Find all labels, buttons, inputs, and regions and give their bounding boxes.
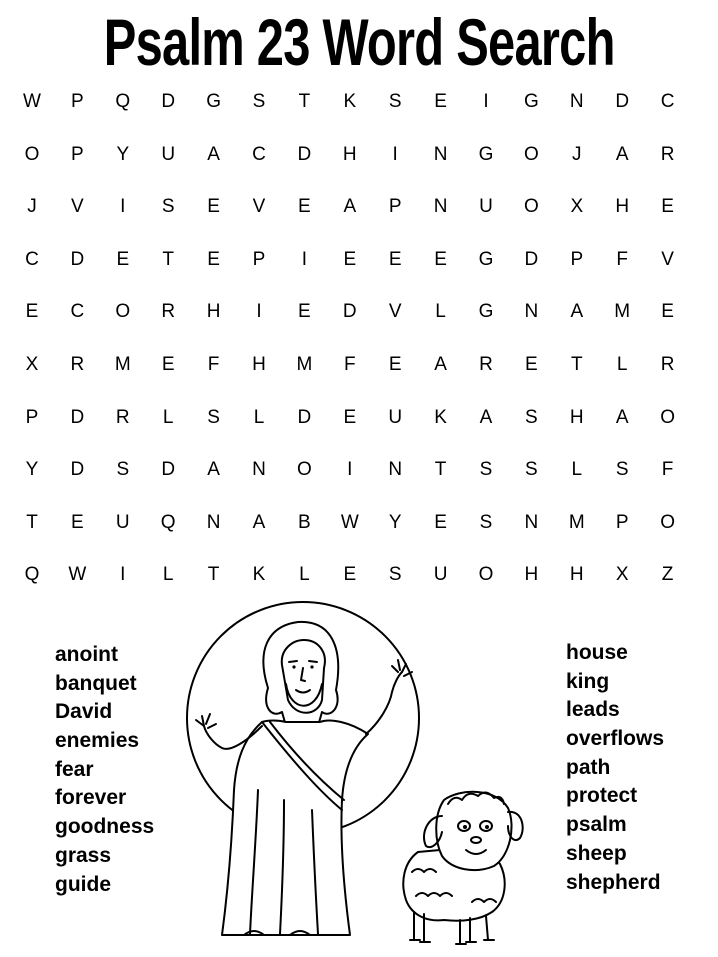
grid-letter: O	[478, 564, 494, 586]
grid-letter: Y	[116, 143, 130, 165]
word-list-right	[566, 639, 664, 897]
grid-letter: C	[660, 91, 675, 112]
grid-letter: T	[434, 459, 447, 481]
grid-letter: Y	[388, 511, 402, 533]
grid-letter: R	[660, 143, 675, 165]
grid-row	[12, 240, 712, 280]
grid-letter: V	[71, 196, 84, 218]
grid-letter: D	[342, 301, 357, 323]
grid-letter: E	[207, 196, 220, 218]
grid-letter: O	[297, 459, 312, 481]
grid-letter: I	[483, 91, 489, 112]
word-list-item: shepherd	[566, 870, 661, 894]
grid-letter: E	[388, 248, 402, 270]
grid-letter: E	[343, 406, 357, 428]
grid-letter: E	[434, 91, 447, 112]
word-list-item: house	[566, 641, 628, 664]
grid-letter: S	[479, 459, 493, 481]
grid-letter: Z	[661, 564, 674, 586]
word-list-item: sheep	[566, 841, 627, 865]
grid-letter: D	[70, 459, 85, 481]
grid-letter: H	[252, 354, 266, 375]
grid-letter: A	[434, 354, 447, 375]
grid-letter: E	[161, 354, 175, 375]
grid-letter: P	[71, 143, 84, 165]
grid-letter: E	[207, 248, 220, 270]
grid-letter: W	[23, 91, 41, 112]
grid-letter: V	[252, 196, 266, 218]
grid-letter: G	[524, 91, 539, 112]
word-list-left	[55, 641, 154, 899]
grid-row	[12, 345, 712, 385]
grid-letter: N	[206, 511, 221, 533]
word-list-item: David	[55, 700, 113, 724]
grid-letter: D	[615, 91, 630, 112]
grid-letter: N	[569, 91, 584, 112]
grid-letter: Q	[115, 91, 131, 112]
grid-letter: K	[343, 91, 357, 112]
grid-letter: E	[388, 354, 402, 375]
word-list-item: leads	[566, 698, 620, 722]
word-list-item: guide	[55, 872, 111, 896]
grid-letter: S	[388, 91, 402, 112]
grid-letter: C	[70, 301, 85, 323]
word-list-item: protect	[566, 784, 638, 808]
grid-letter: E	[661, 196, 674, 218]
grid-letter: L	[162, 564, 174, 586]
grid-letter: I	[120, 564, 126, 586]
grid-letter: P	[71, 91, 84, 112]
jesus-figure-icon	[196, 622, 412, 935]
grid-letter: O	[524, 196, 539, 218]
grid-letter: G	[206, 91, 221, 112]
grid-letter: M	[614, 301, 631, 323]
word-list-item: anoint	[55, 643, 118, 666]
grid-letter: E	[434, 511, 447, 533]
grid-letter: Q	[160, 511, 176, 533]
grid-letter: A	[479, 406, 493, 428]
grid-letter: N	[524, 511, 539, 533]
grid-letter: S	[252, 91, 266, 112]
grid-letter: F	[616, 248, 628, 270]
grid-letter: V	[388, 301, 402, 323]
grid-letter: A	[615, 406, 629, 428]
word-list-item: grass	[55, 843, 112, 867]
grid-letter: D	[297, 406, 312, 428]
grid-letter: L	[571, 459, 583, 481]
grid-row	[12, 555, 712, 595]
grid-letter: N	[433, 143, 448, 165]
page-title	[0, 0, 718, 84]
grid-letter: X	[615, 564, 629, 586]
grid-letter: L	[162, 406, 174, 428]
grid-letter: N	[524, 301, 539, 323]
grid-letter: S	[525, 459, 538, 481]
grid-letter: D	[161, 459, 176, 481]
grid-letter: U	[433, 564, 448, 586]
grid-letter: O	[24, 143, 40, 165]
grid-letter: U	[161, 143, 176, 165]
grid-letter: S	[116, 459, 130, 481]
grid-letter: O	[524, 143, 539, 165]
grid-letter: I	[120, 196, 126, 218]
grid-row	[12, 398, 712, 438]
grid-letter: O	[115, 301, 131, 323]
grid-letter: A	[207, 459, 220, 481]
grid-row	[12, 503, 712, 543]
grid-letter: C	[25, 248, 39, 270]
grid-letter: P	[570, 248, 584, 270]
grid-letter: D	[297, 143, 312, 165]
grid-letter: L	[253, 406, 265, 428]
grid-letter: E	[116, 248, 130, 270]
grid-letter: T	[26, 511, 38, 533]
grid-letter: X	[25, 354, 39, 375]
word-list-item: psalm	[566, 813, 627, 837]
grid-letter: W	[68, 564, 87, 586]
grid-letter: L	[616, 354, 628, 375]
grid-letter: P	[252, 248, 266, 270]
grid-letter: K	[434, 406, 447, 428]
grid-letter: T	[162, 248, 174, 270]
grid-letter: S	[525, 406, 538, 428]
grid-letter: H	[524, 564, 539, 586]
grid-letter: S	[161, 196, 175, 218]
grid-letter: H	[569, 564, 584, 586]
word-list-item: goodness	[55, 815, 155, 839]
word-list-item: fear	[55, 757, 94, 781]
grid-letter: J	[27, 196, 37, 218]
grid-letter: R	[161, 301, 176, 323]
grid-letter: M	[296, 354, 313, 375]
grid-letter: S	[479, 511, 493, 533]
grid-letter: A	[570, 301, 584, 323]
grid-letter: I	[347, 459, 353, 481]
word-list-item: overflows	[566, 727, 665, 751]
grid-letter: O	[660, 511, 675, 533]
grid-letter: T	[570, 354, 583, 375]
grid-letter: N	[388, 459, 403, 481]
grid-row	[12, 82, 712, 122]
grid-letter: A	[343, 196, 357, 218]
grid-letter: D	[161, 91, 176, 112]
grid-letter: Y	[25, 459, 39, 481]
halo-icon	[187, 602, 419, 834]
grid-letter: E	[343, 248, 357, 270]
word-list-item: enemies	[55, 729, 140, 753]
grid-letter: F	[343, 354, 356, 375]
word-list-item: banquet	[55, 671, 137, 695]
grid-letter: X	[570, 196, 584, 218]
grid-letter: F	[661, 459, 674, 481]
word-list-item: king	[566, 669, 610, 693]
grid-letter: H	[569, 406, 584, 428]
grid-letter: T	[207, 564, 220, 586]
grid-letter: U	[479, 196, 493, 218]
grid-letter: R	[479, 354, 493, 375]
grid-letter: M	[568, 511, 585, 533]
grid-letter: D	[524, 248, 539, 270]
word-list-item: forever	[55, 786, 127, 810]
grid-letter: L	[435, 301, 446, 323]
grid-letter: N	[252, 459, 266, 481]
grid-row	[12, 135, 712, 175]
grid-letter: E	[661, 301, 674, 323]
grid-letter: E	[525, 354, 538, 375]
grid-letter: I	[256, 301, 262, 323]
grid-letter: G	[478, 248, 494, 270]
grid-letter: E	[71, 511, 84, 533]
grid-letter: G	[478, 301, 494, 323]
grid-letter: A	[252, 511, 266, 533]
grid-row	[12, 450, 712, 490]
sheep-icon	[403, 792, 522, 944]
grid-letter: H	[206, 301, 221, 323]
grid-letter: H	[342, 143, 357, 165]
grid-row	[12, 292, 712, 332]
grid-letter: U	[388, 406, 403, 428]
grid-letter: U	[115, 511, 130, 533]
grid-letter: L	[299, 564, 310, 586]
grid-letter: E	[434, 248, 447, 270]
grid-letter: A	[615, 143, 629, 165]
grid-letter: B	[298, 511, 311, 533]
grid-letter: P	[388, 196, 402, 218]
grid-letter: G	[478, 143, 494, 165]
grid-letter: S	[207, 406, 220, 428]
grid-letter: M	[114, 354, 131, 375]
grid-letter: T	[298, 91, 311, 112]
grid-letter: H	[615, 196, 630, 218]
grid-letter: R	[115, 406, 130, 428]
grid-letter: W	[340, 511, 359, 533]
grid-letter: P	[615, 511, 629, 533]
grid-letter: R	[660, 354, 675, 375]
grid-letter: E	[343, 564, 357, 586]
grid-letter: F	[207, 354, 220, 375]
grid-letter: P	[25, 406, 39, 428]
grid-letter: D	[70, 248, 85, 270]
grid-letter: Q	[24, 564, 40, 586]
grid-letter: E	[298, 301, 311, 323]
grid-letter: D	[70, 406, 85, 428]
grid-letter: N	[433, 196, 448, 218]
grid-letter: C	[252, 143, 266, 165]
grid-letter: E	[25, 301, 39, 323]
grid-letter: V	[661, 248, 674, 270]
grid-letter: J	[572, 143, 582, 165]
grid-letter: A	[207, 143, 220, 165]
grid-letter: S	[615, 459, 629, 481]
grid-letter: I	[301, 248, 308, 270]
word-list-item: path	[566, 755, 611, 779]
grid-letter: I	[392, 143, 398, 165]
grid-letter: R	[70, 354, 85, 375]
grid-row	[12, 187, 712, 227]
title-text: Psalm 23 Word Search	[103, 5, 615, 79]
grid-letter: K	[252, 564, 266, 586]
grid-letter: S	[388, 564, 402, 586]
grid-letter: O	[660, 406, 675, 428]
grid-letter: E	[298, 196, 311, 218]
